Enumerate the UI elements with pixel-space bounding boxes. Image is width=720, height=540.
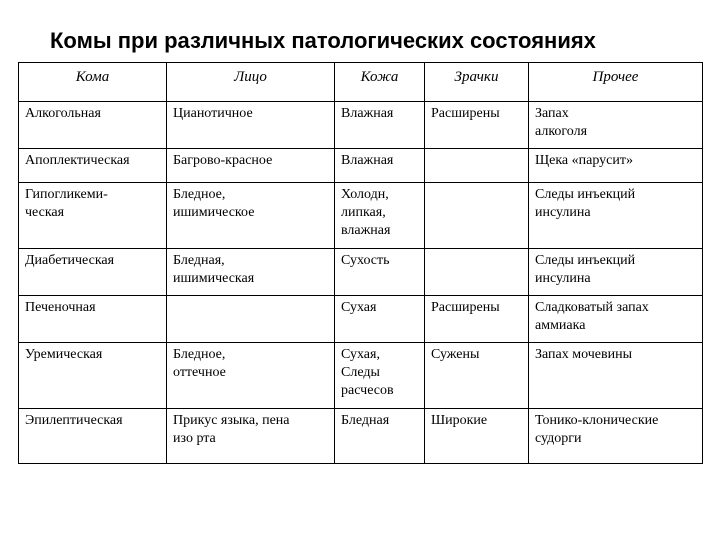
cell-coma: Алкогольная <box>19 102 167 149</box>
cell-pupils <box>425 183 529 249</box>
cell-skin: Сухость <box>335 249 425 296</box>
cell-other: Запах алкоголя <box>529 102 703 149</box>
cell-coma: Диабетическая <box>19 249 167 296</box>
cell-skin: Влажная <box>335 149 425 183</box>
cell-face: Бледное, оттечное <box>167 343 335 409</box>
cell-face: Прикус языка, пена изо рта <box>167 409 335 464</box>
cell-other: Следы инъекций инсулина <box>529 183 703 249</box>
cell-face: Цианотичное <box>167 102 335 149</box>
header-face: Лицо <box>167 63 335 102</box>
cell-pupils <box>425 249 529 296</box>
page-title: Комы при различных патологических состояниях <box>50 28 596 53</box>
table-row <box>19 343 703 409</box>
cell-face <box>167 296 335 343</box>
cell-other: Щека «парусит» <box>529 149 703 183</box>
table-row <box>19 149 703 183</box>
cell-other: Запах мочевины <box>529 343 703 409</box>
header-coma: Кома <box>19 63 167 102</box>
table-header-row <box>19 63 703 102</box>
coma-comparison-table <box>18 62 703 464</box>
cell-skin: Бледная <box>335 409 425 464</box>
cell-face: Багрово-красное <box>167 149 335 183</box>
cell-other: Тонико-клонические судорги <box>529 409 703 464</box>
cell-skin: Сухая, Следы расчесов <box>335 343 425 409</box>
cell-face: Бледная, ишимическая <box>167 249 335 296</box>
cell-other: Сладковатый запах аммиака <box>529 296 703 343</box>
cell-pupils: Сужены <box>425 343 529 409</box>
cell-pupils: Расширены <box>425 102 529 149</box>
cell-coma: Апоплектическая <box>19 149 167 183</box>
table-row <box>19 102 703 149</box>
cell-pupils: Расширены <box>425 296 529 343</box>
cell-other: Следы инъекций инсулина <box>529 249 703 296</box>
cell-face: Бледное, ишимическое <box>167 183 335 249</box>
cell-skin: Влажная <box>335 102 425 149</box>
cell-skin: Холодн, липкая, влажная <box>335 183 425 249</box>
header-pupils: Зрачки <box>425 63 529 102</box>
cell-skin: Сухая <box>335 296 425 343</box>
header-other: Прочее <box>529 63 703 102</box>
cell-coma: Гипогликеми- ческая <box>19 183 167 249</box>
cell-coma: Печеночная <box>19 296 167 343</box>
table-row <box>19 249 703 296</box>
header-skin: Кожа <box>335 63 425 102</box>
table-row <box>19 296 703 343</box>
cell-coma: Уремическая <box>19 343 167 409</box>
cell-pupils <box>425 149 529 183</box>
cell-coma: Эпилептическая <box>19 409 167 464</box>
table-row <box>19 183 703 249</box>
cell-pupils: Широкие <box>425 409 529 464</box>
table-row <box>19 409 703 464</box>
